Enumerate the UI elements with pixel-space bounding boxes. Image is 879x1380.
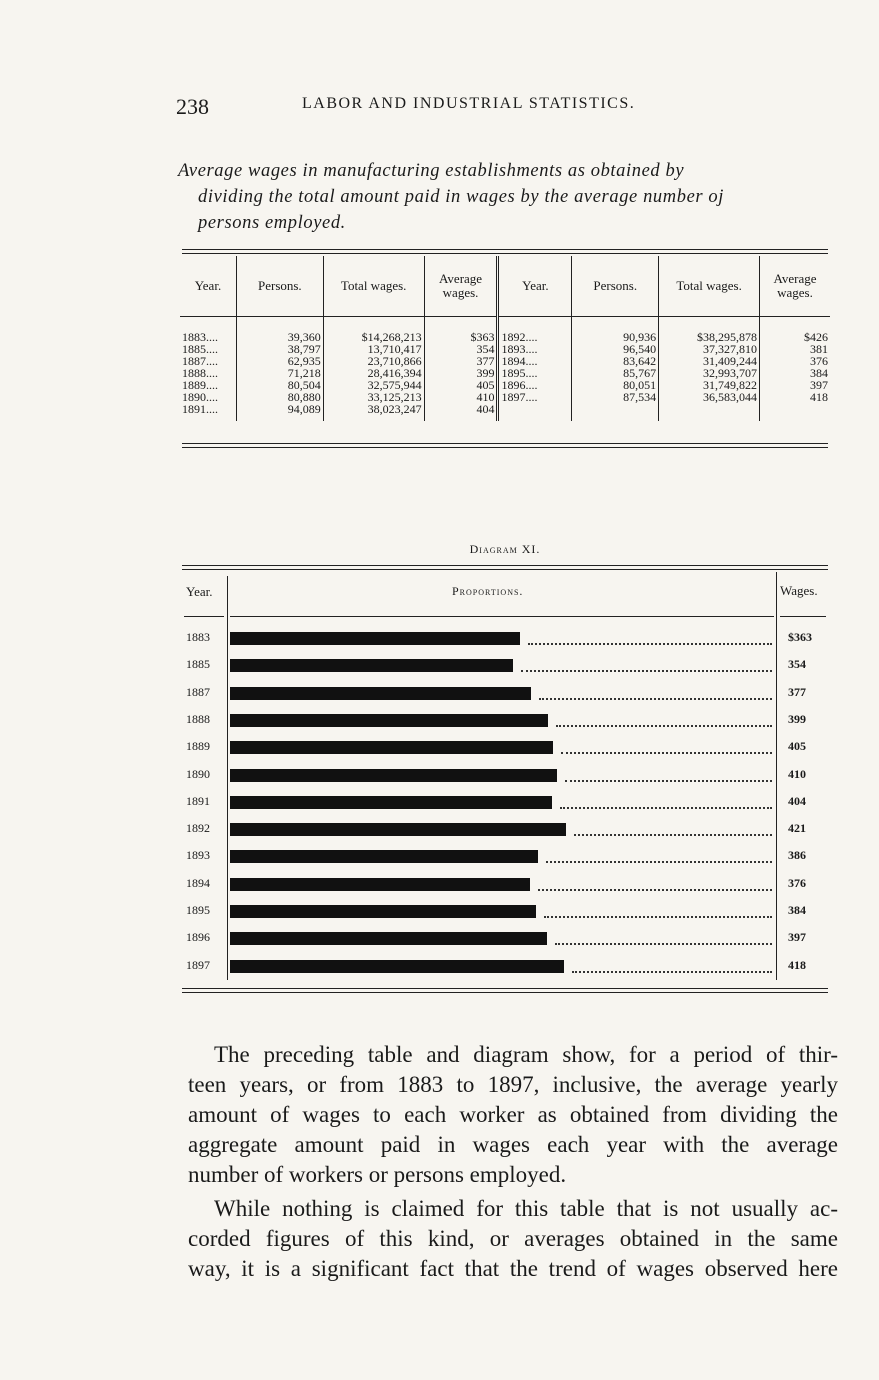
diagram-leader-dots	[521, 656, 772, 672]
diagram-bar	[230, 823, 566, 836]
diagram-wages-underline	[780, 616, 826, 617]
cell-year: 1892....	[498, 317, 572, 344]
page-number: 238	[176, 94, 209, 119]
cell-average-wages: 354	[424, 343, 498, 355]
wages-table	[180, 256, 830, 421]
diagram-leader-dots	[574, 820, 772, 836]
cell-persons: 39,360	[236, 317, 323, 344]
diagram-year: 1894	[186, 875, 210, 890]
cell-persons: 80,051	[572, 379, 659, 391]
text-line: The preceding table and diagram show, for a period of thir-	[214, 1042, 838, 1067]
diagram-wage-value: 399	[788, 711, 806, 726]
diagram-row	[182, 819, 828, 839]
cell-year	[498, 403, 572, 421]
cell-persons: 38,797	[236, 343, 323, 355]
diagram-bar	[230, 769, 557, 782]
diagram-bottom-rule	[182, 988, 828, 989]
cell-year: 1895....	[498, 367, 572, 379]
cell-average-wages: $363	[424, 317, 498, 344]
cell-total-wages: 13,710,417	[323, 343, 424, 355]
cell-year: 1893....	[498, 343, 572, 355]
cell-average-wages: 418	[760, 391, 830, 403]
table-row	[180, 391, 830, 403]
body-text	[188, 1040, 838, 1284]
cell-average-wages: 399	[424, 367, 498, 379]
cell-year: 1889....	[182, 378, 218, 392]
col-total-wages-2: Total wages.	[659, 256, 760, 317]
cell-year: 1894....	[498, 355, 572, 367]
col-year-2: Year.	[498, 256, 572, 317]
caption-line-1: Average wages in manufacturing establishments as obtained by	[178, 161, 685, 181]
diagram-top-rule	[182, 565, 828, 566]
cell-average-wages: 410	[424, 391, 498, 403]
cell-persons: 62,935	[236, 355, 323, 367]
cell-average-wages: 397	[760, 379, 830, 391]
diagram-year: 1883	[186, 630, 210, 644]
diagram-wage-value: 404	[788, 793, 806, 808]
diagram-bar	[230, 632, 520, 645]
diagram-bar	[230, 714, 548, 727]
cell-average-wages: 376	[760, 355, 830, 367]
diagram-year: 1887	[186, 684, 210, 699]
paragraph-1	[188, 1040, 838, 1190]
diagram-leader-dots	[539, 684, 772, 700]
cell-year: 1891....	[182, 402, 218, 416]
diagram-year: 1897	[186, 957, 210, 972]
diagram-row	[182, 655, 828, 675]
cell-year: 1887....	[182, 354, 218, 368]
diagram-row	[182, 874, 828, 894]
diagram-year: 1889	[186, 739, 210, 754]
diagram-proportions-underline	[230, 616, 774, 617]
text-line: teen years, or from 1883 to 1897, inclusive, the average yearly	[188, 1072, 838, 1097]
diagram-year: 1888	[186, 711, 210, 726]
cell-average-wages	[760, 403, 830, 421]
cell-total-wages: $38,295,878	[659, 317, 760, 344]
diagram-leader-dots	[555, 929, 772, 945]
cell-average-wages: 381	[760, 343, 830, 355]
diagram-bar	[230, 932, 547, 945]
diagram-bar	[230, 905, 536, 918]
cell-total-wages: $14,268,213	[323, 317, 424, 344]
diagram-year: 1885	[186, 657, 210, 672]
diagram-row	[182, 928, 828, 948]
diagram-year: 1890	[186, 766, 210, 781]
cell-persons: 80,504	[236, 379, 323, 391]
cell-average-wages: $426	[760, 317, 830, 344]
cell-total-wages: 37,327,810	[659, 343, 760, 355]
cell-persons: 87,534	[572, 391, 659, 403]
diagram-bottom-rule-2	[182, 992, 828, 993]
diagram-leader-dots	[556, 711, 772, 727]
diagram-title: Diagram XI.	[469, 542, 541, 556]
diagram-bar	[230, 741, 553, 754]
diagram-wage-value: 384	[788, 903, 806, 917]
cell-total-wages: 31,749,822	[659, 379, 760, 391]
diagram-year: 1896	[186, 930, 210, 945]
table-bottom-rule	[182, 443, 828, 444]
diagram-leader-dots	[560, 793, 772, 809]
diagram-year: 1893	[186, 848, 210, 863]
cell-persons	[572, 403, 659, 421]
caption-line-3: persons employed.	[198, 213, 346, 233]
table-caption	[178, 158, 838, 236]
text-line: While nothing is claimed for this table that is not usually ac-	[214, 1196, 838, 1221]
diagram-wage-value: 397	[788, 930, 806, 945]
diagram-leader-dots	[538, 875, 772, 891]
paragraph-2	[188, 1194, 838, 1284]
diagram-year: 1895	[186, 903, 210, 917]
cell-year: 1885....	[182, 342, 218, 356]
cell-average-wages: 384	[760, 367, 830, 379]
col-total-wages: Total wages.	[323, 256, 424, 317]
col-average-wages: Average wages.	[424, 256, 498, 317]
diagram-row	[182, 628, 828, 648]
diagram-row	[182, 737, 828, 757]
col-persons-2: Persons.	[572, 256, 659, 317]
cell-persons: 96,540	[572, 343, 659, 355]
diagram-bar	[230, 960, 564, 973]
diagram-bar	[230, 659, 513, 672]
cell-average-wages: 377	[424, 355, 498, 367]
diagram-leader-dots	[565, 766, 772, 782]
diagram-wage-value: 421	[788, 821, 806, 836]
table-row	[180, 403, 830, 421]
cell-total-wages: 33,125,213	[323, 391, 424, 403]
diagram-bar	[230, 796, 552, 809]
cell-year: 1896....	[498, 379, 572, 391]
diagram-wage-value: 354	[788, 657, 806, 672]
cell-persons: 94,089	[236, 403, 323, 421]
cell-persons: 71,218	[236, 367, 323, 379]
diagram-row	[182, 901, 828, 921]
cell-average-wages: 405	[424, 379, 498, 391]
diagram-bar	[230, 687, 531, 700]
table-body	[180, 317, 830, 422]
diagram-leader-dots	[572, 957, 772, 973]
cell-persons: 83,642	[572, 355, 659, 367]
diagram-row	[182, 683, 828, 703]
diagram-wage-value: 410	[788, 766, 806, 781]
diagram-bar	[230, 878, 530, 891]
running-title: LABOR AND INDUSTRIAL STATISTICS.	[302, 95, 636, 112]
cell-total-wages: 32,993,707	[659, 367, 760, 379]
cell-year: 1897....	[498, 391, 572, 403]
text-line: aggregate amount paid in wages each year with the average	[188, 1132, 838, 1157]
cell-total-wages: 38,023,247	[323, 403, 424, 421]
cell-total-wages: 31,409,244	[659, 355, 760, 367]
diagram-leader-dots	[561, 738, 772, 754]
cell-total-wages	[659, 403, 760, 421]
cell-total-wages: 28,416,394	[323, 367, 424, 379]
text-line: way, it is a significant fact that the trend of wages observed here	[188, 1256, 838, 1281]
text-line: amount of wages to each worker as obtained from dividing the	[188, 1102, 838, 1127]
cell-persons: 80,880	[236, 391, 323, 403]
table-header-row	[180, 256, 830, 317]
cell-persons: 85,767	[572, 367, 659, 379]
diagram-year: 1892	[186, 821, 210, 836]
cell-average-wages: 404	[424, 403, 498, 421]
diagram-leader-dots	[528, 629, 772, 645]
diagram-row	[182, 792, 828, 812]
cell-total-wages: 36,583,044	[659, 391, 760, 403]
cell-year: 1888....	[182, 366, 218, 380]
diagram-wage-value: $363	[788, 630, 812, 644]
diagram-row	[182, 956, 828, 976]
caption-line-2: dividing the total amount paid in wages by the average number oj	[198, 187, 725, 207]
diagram-row	[182, 710, 828, 730]
diagram-bar	[230, 850, 538, 863]
table-top-rule-2	[182, 253, 828, 254]
table-top-rule	[182, 249, 828, 250]
diagram-leader-dots	[544, 902, 772, 918]
cell-year: 1890....	[182, 390, 218, 404]
table-bottom-rule-2	[182, 447, 828, 448]
diagram-proportions-header: Proportions.	[452, 584, 524, 598]
cell-total-wages: 32,575,944	[323, 379, 424, 391]
diagram-year-underline	[184, 616, 224, 617]
diagram-row	[182, 846, 828, 866]
diagram-wage-value: 386	[788, 848, 806, 863]
diagram-year: 1891	[186, 793, 210, 808]
diagram-leader-dots	[546, 847, 772, 863]
cell-persons: 90,936	[572, 317, 659, 344]
col-average-wages-2: Average wages.	[760, 256, 830, 317]
diagram-wage-value: 377	[788, 684, 806, 699]
cell-year: 1883....	[182, 330, 218, 344]
diagram-wages-header: Wages.	[780, 583, 818, 598]
text-line: number of workers or persons employed.	[188, 1162, 567, 1187]
diagram-year-header: Year.	[186, 584, 213, 599]
diagram-row	[182, 765, 828, 785]
table-row	[180, 317, 830, 344]
diagram-wage-value: 405	[788, 739, 806, 754]
text-line: corded figures of this kind, or averages obtained in the same	[188, 1226, 838, 1251]
col-year: Year.	[180, 256, 236, 317]
diagram-wage-value: 418	[788, 957, 806, 972]
col-persons: Persons.	[236, 256, 323, 317]
diagram-frame	[182, 570, 828, 986]
diagram-wage-value: 376	[788, 875, 806, 890]
cell-total-wages: 23,710,866	[323, 355, 424, 367]
